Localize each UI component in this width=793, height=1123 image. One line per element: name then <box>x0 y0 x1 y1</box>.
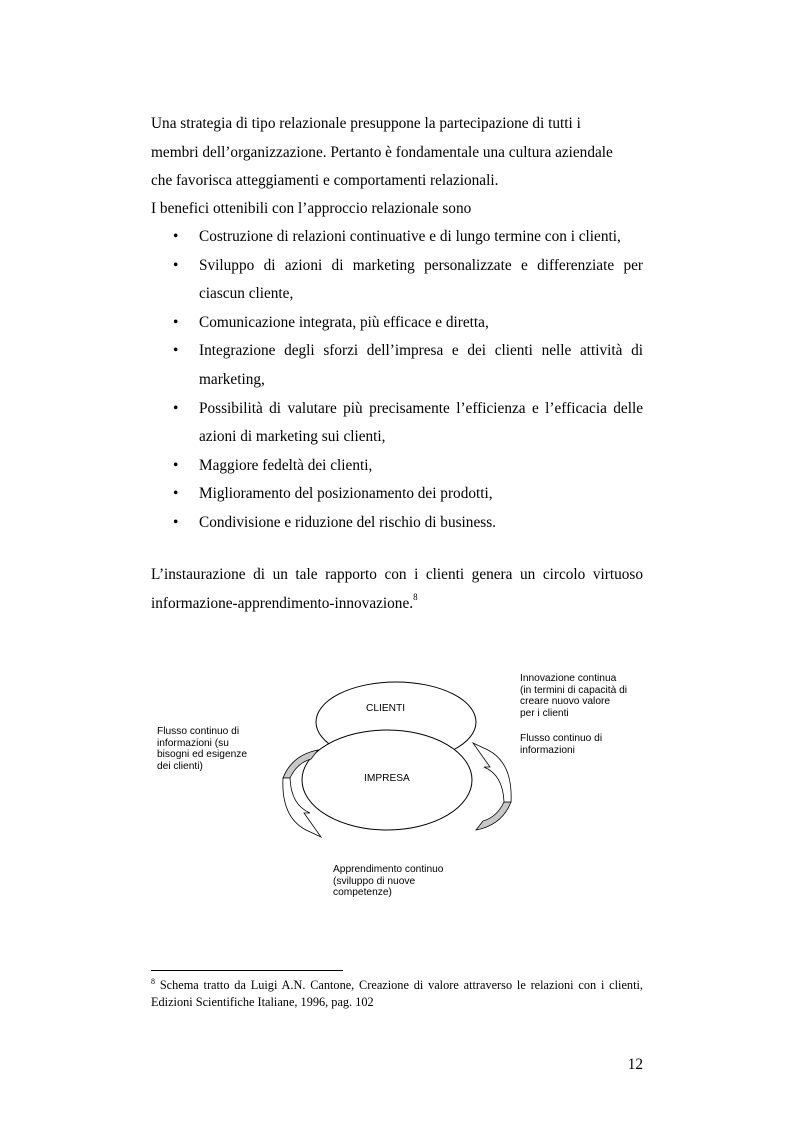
intro-line: membri dell’organizzazione. Pertanto è fondamentale una cultura aziendale <box>151 143 613 161</box>
list-item: • Sviluppo di azioni di marketing personalizzate e differenziate per ciascun cliente, <box>151 252 643 309</box>
intro-paragraph <box>151 110 643 196</box>
paragraph-text: L’instaurazione di un tale rapporto con i clienti genera un circolo virtuoso informazione-apprendimento-innovazione. <box>151 566 643 612</box>
intro-line: che favorisca atteggiamenti e comportamenti relazionali. <box>151 172 499 190</box>
list-item: • Comunicazione integrata, più efficace e diretta, <box>151 309 643 338</box>
list-item: • Costruzione di relazioni continuative e di lungo termine con i clienti, <box>151 223 643 252</box>
benefits-intro: I benefici ottenibili con l’approccio relazionale sono <box>151 200 472 217</box>
page-number: 12 <box>627 1056 643 1073</box>
right-arrow-head-icon <box>473 743 511 802</box>
benefits-list <box>151 223 643 538</box>
clienti-label: CLIENTI <box>366 703 406 714</box>
footnote-text: Schema tratto da Luigi A.N. Cantone, Creazione di valore attraverso le relazioni con i clienti, Edizioni Scientifiche Italiane, 1996, pag. 102 <box>151 978 643 1009</box>
right-arrow-band <box>476 802 511 830</box>
list-item: • Possibilità di valutare più precisamente l’efficienza e l’efficacia delle azioni di marketing sui clienti, <box>151 395 643 452</box>
footnote-number: 8 <box>151 977 155 986</box>
left-flow-label: Flusso continuo di informazioni (su bisogni ed esigenze dei clienti) <box>157 726 248 772</box>
footnote-divider <box>151 970 343 971</box>
list-item: • Integrazione degli sforzi dell’impresa e dei clienti nelle attività di marketing, <box>151 337 643 394</box>
virtuous-circle-diagram <box>130 665 650 915</box>
footnote <box>151 977 643 1011</box>
learning-label: Apprendimento continuo (sviluppo di nuove competenze) <box>333 864 444 899</box>
list-item: • Condivisione e riduzione del rischio di business. <box>151 509 643 538</box>
virtuous-circle-paragraph <box>151 561 643 618</box>
impresa-label: IMPRESA <box>364 773 410 784</box>
right-flow-label: Flusso continuo di informazioni <box>520 733 603 756</box>
list-item: • Miglioramento del posizionamento dei prodotti, <box>151 480 643 509</box>
footnote-reference: 8 <box>413 591 418 602</box>
list-item: • Maggiore fedeltà dei clienti, <box>151 452 643 481</box>
innovation-label: Innovazione continua (in termini di capacità di creare nuovo valore per i clienti <box>520 673 628 719</box>
intro-line: Una strategia di tipo relazionale presuppone la partecipazione di tutti i <box>151 115 581 132</box>
